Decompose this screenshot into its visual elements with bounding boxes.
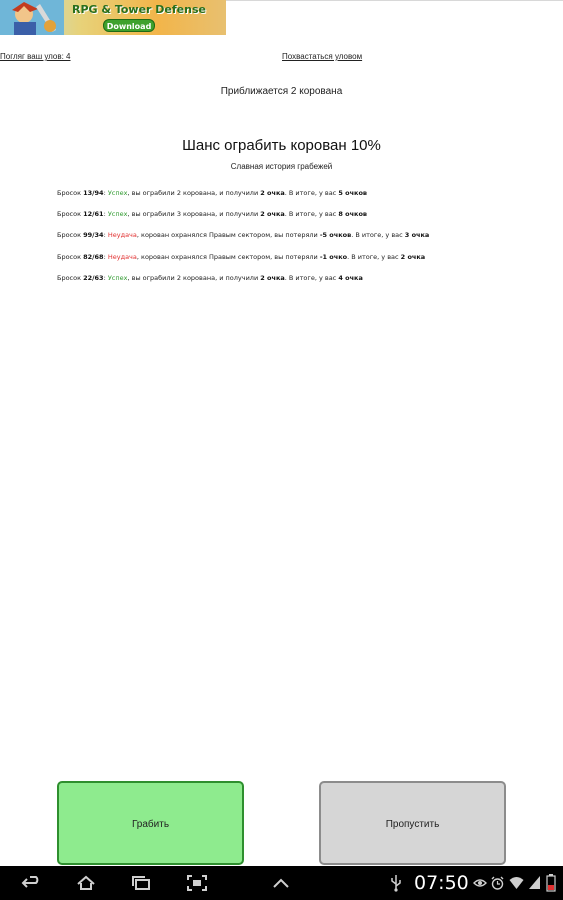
history-title: Славная история грабежей [230,162,333,171]
log-amount: 2 очка [260,210,285,219]
log-colon: : [103,252,108,261]
home-icon[interactable] [75,875,97,891]
log-text: . В итоге, у вас [284,210,339,219]
harvest-link[interactable]: Погляг ваш улов: 4 [0,52,71,61]
robbery-log [57,183,557,289]
log-amount: -5 очков [319,231,352,240]
log-roll: 12/61 [83,210,104,219]
usb-icon [390,874,402,892]
log-text: , корован охранялся Правым сектором, вы потеряли [136,231,320,240]
log-roll: 82/68 [83,252,104,261]
log-text: , вы ограбили 2 корована, и получили [127,189,261,197]
log-entry [57,247,557,268]
log-text: , вы ограбили 2 корована, и получили [127,273,261,282]
log-result: Неудача [107,252,137,261]
chevron-up-icon[interactable] [270,875,292,891]
log-roll-prefix: Бросок [57,252,84,261]
log-roll: 22/63 [83,273,104,282]
log-roll-prefix: Бросок [57,273,84,282]
ad-character-icon [0,0,64,35]
log-text: . В итоге, у вас [351,231,405,240]
log-entry [57,204,557,225]
log-text: , вы ограбили 3 корована, и получили [127,210,261,219]
signal-icon [528,875,541,890]
back-icon[interactable] [20,875,42,891]
log-roll: 99/34 [83,231,104,240]
rob-chance-heading: Шанс ограбить корован 10% [182,137,381,154]
log-result: Успех [107,210,128,219]
log-entry [57,268,557,289]
boast-link[interactable]: Похвастаться уловом [282,52,363,61]
log-text: . В итоге, у вас [347,252,401,261]
clock: 07:50 [414,872,469,894]
rob-button[interactable]: Грабить [57,781,244,865]
log-colon: : [103,273,108,282]
log-roll-prefix: Бросок [57,189,84,197]
log-text: . В итоге, у вас [284,189,339,197]
ad-title: RPG & Tower Defense [72,3,206,16]
log-amount: 2 очка [260,273,285,282]
recent-apps-icon[interactable] [130,875,152,891]
skip-button[interactable]: Пропустить [319,781,506,865]
log-entry [57,183,557,204]
log-text: . В итоге, у вас [284,273,339,282]
alarm-icon [491,876,504,890]
log-roll: 13/94 [83,189,104,197]
battery-icon [546,874,556,892]
log-result: Успех [107,273,128,282]
log-amount: 2 очка [260,189,285,197]
log-result: Успех [107,189,128,197]
log-total: 3 очка [404,231,430,240]
log-total: 2 очка [400,252,426,261]
log-total: 5 очков [338,189,368,197]
log-colon: : [103,189,108,197]
log-total: 4 очка [338,273,363,282]
ad-download-button[interactable]: Download [103,19,155,32]
log-entry [57,225,557,246]
screenshot-icon[interactable] [186,875,208,891]
log-colon: : [103,231,108,240]
ad-banner[interactable] [0,0,226,35]
log-roll-prefix: Бросок [57,210,84,219]
system-navbar [0,866,563,900]
wifi-icon [509,875,524,890]
log-result: Неудача [107,231,137,240]
log-text: , корован охранялся Правым сектором, вы потеряли [136,252,320,261]
approaching-caravans-text: Приближается 2 корована [220,86,343,97]
log-amount: -1 очко [319,252,348,261]
log-total: 8 очков [338,210,368,219]
log-colon: : [103,210,108,219]
log-roll-prefix: Бросок [57,231,84,240]
eye-icon [473,877,487,889]
